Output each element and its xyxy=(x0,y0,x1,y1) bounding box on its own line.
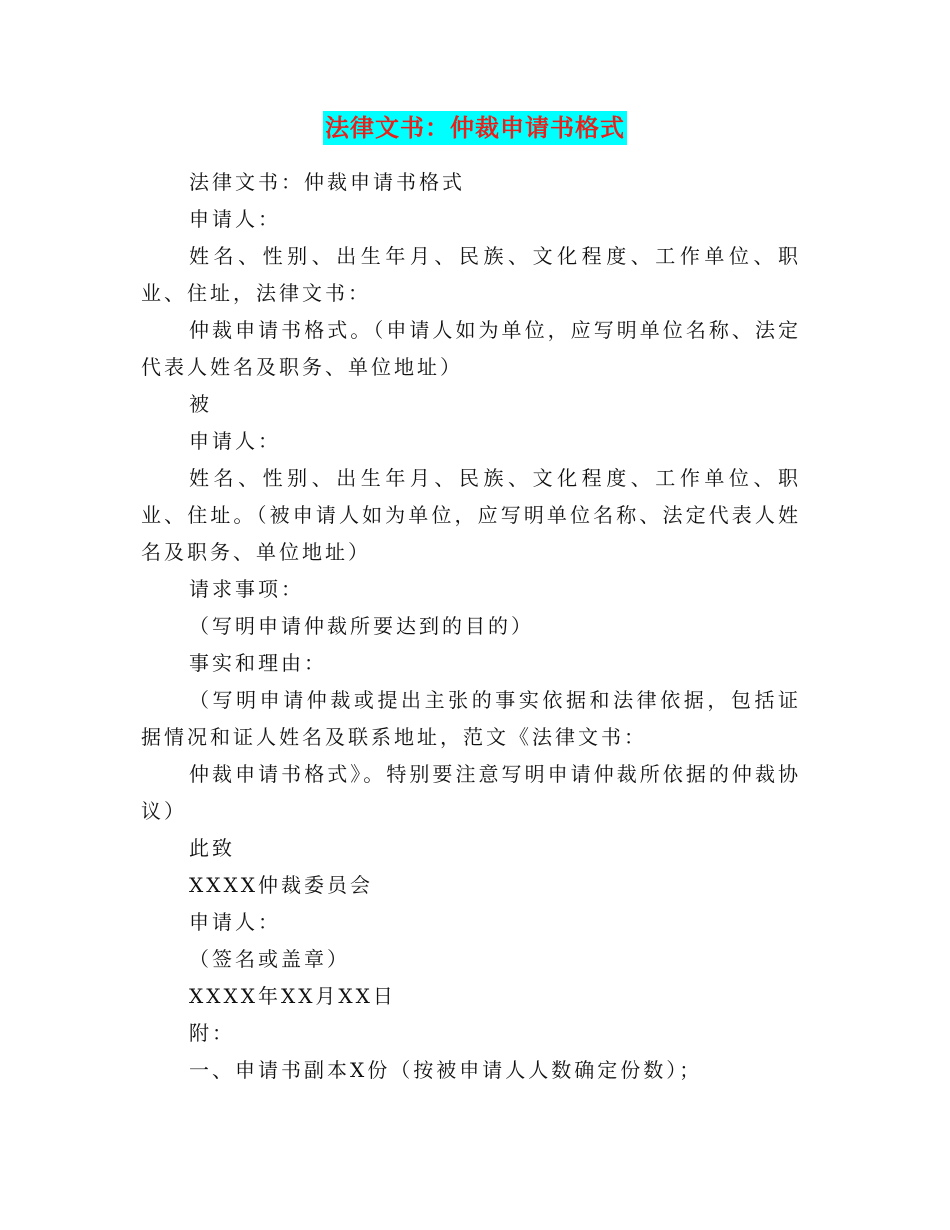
paragraph: 事实和理由： xyxy=(189,651,327,675)
paragraph: 此致 xyxy=(189,836,235,860)
title-container xyxy=(0,111,950,145)
paragraph: 法律文书：仲裁申请书格式 xyxy=(189,170,465,194)
paragraph: XXXX年XX月XX日 xyxy=(189,984,396,1008)
paragraph: 附： xyxy=(189,1021,235,1045)
paragraph: （写明申请仲裁所要达到的目的） xyxy=(189,614,534,638)
paragraph: （签名或盖章） xyxy=(189,947,350,971)
paragraph: 一、申请书副本X份（按被申请人人数确定份数）； xyxy=(189,1058,703,1082)
paragraph: 姓名、性别、出生年月、民族、文化程度、工作单位、职业、住址。（被申请人如为单位，应写明单位名称、法定代表人姓名及职务、单位地址） xyxy=(141,466,801,564)
paragraph: 被 xyxy=(189,392,212,416)
document-title: 法律文书：仲裁申请书格式 xyxy=(323,111,627,145)
paragraph: 仲裁申请书格式。（申请人如为单位，应写明单位名称、法定代表人姓名及职务、单位地址） xyxy=(141,318,801,379)
paragraph: 姓名、性别、出生年月、民族、文化程度、工作单位、职业、住址，法律文书： xyxy=(141,244,801,305)
paragraph: 申请人： xyxy=(189,910,281,934)
paragraph: XXXX仲裁委员会 xyxy=(189,873,373,897)
paragraph: 仲裁申请书格式》。特别要注意写明申请仲裁所依据的仲裁协议） xyxy=(141,762,801,823)
paragraph: 请求事项： xyxy=(189,577,304,601)
paragraph: 申请人： xyxy=(189,207,281,231)
document-body xyxy=(141,164,801,1089)
paragraph: （写明申请仲裁或提出主张的事实依据和法律依据，包括证据情况和证人姓名及联系地址，范文《法律文书： xyxy=(141,688,801,749)
paragraph: 申请人： xyxy=(189,429,281,453)
